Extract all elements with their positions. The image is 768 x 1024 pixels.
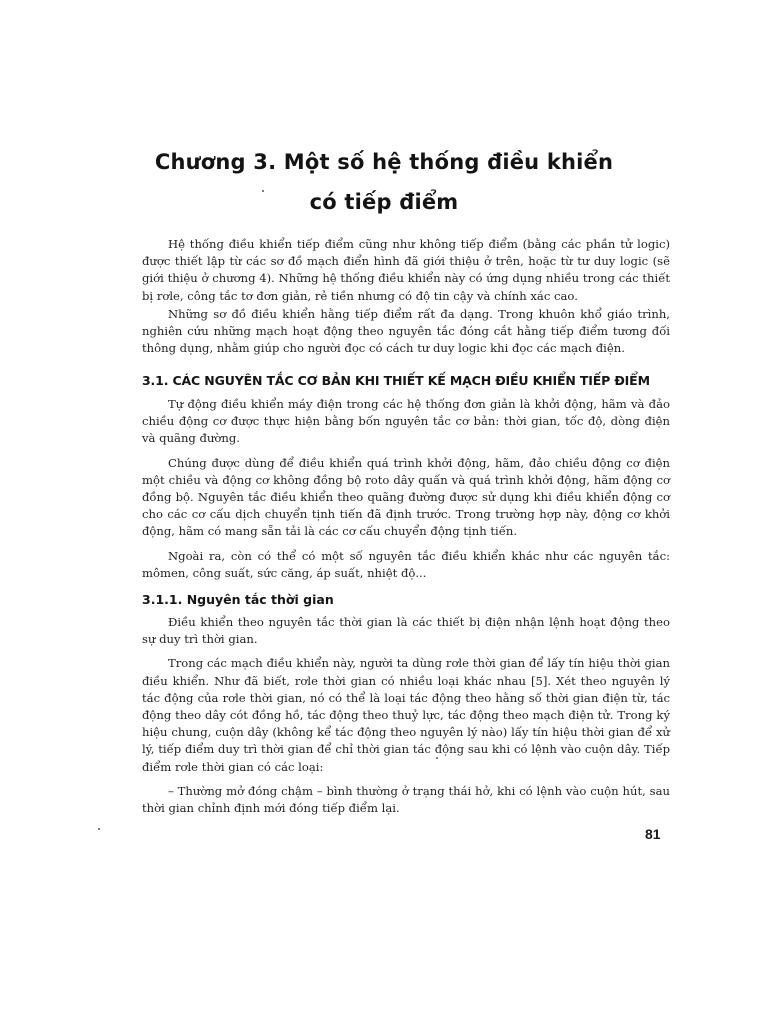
section-3-1-paragraph-2: Chúng được dùng để điều khiển quá trình khởi động, hãm, đảo chiều động cơ điện một chiều và động cơ không đồng bộ roto dây quấn và quá trình khởi động, hãm động cơ đồng bộ. Nguyên tắc điều khiển theo quãng đường được sử dụng khi điều khiển động cơ cho các cơ cấu dịch chuyển tịnh tiến đã định trước. Trong trường hợp này, động cơ khởi động, hãm có mang sẵn tải là các cơ cấu chuyển động tịnh tiến.: [142, 455, 670, 539]
intro-paragraph-1: Hệ thống điều khiển tiếp điểm cũng như không tiếp điểm (bằng các phần tử logic) được thiết lập từ các sơ đồ mạch điển hình đã giới thiệu ở trên, hoặc từ tư duy logic (sẽ giới thiệu ở chương 4). Những hệ thống điều khiển này có ứng dụng nhiều trong các thiết bị rơle, công tắc tơ đơn giản, rẻ tiền nhưng có độ tin cậy và chính xác cao.: [142, 237, 670, 303]
chapter-title-line-2: có tiếp điểm: [309, 190, 459, 214]
section-3-1-1-text: [142, 614, 670, 817]
intro-paragraph-2: Những sơ đồ điều khiển hằng tiếp điểm rất đa dạng. Trong khuôn khổ giáo trình, nghiên cứu những mạch hoạt động theo nguyên tắc đóng cắt hằng tiếp điểm tương đối thông dụng, nhằm giúp cho người đọc có cách tư duy logic khi đọc các mạch điện.: [142, 306, 670, 356]
section-3-1-text: [142, 396, 670, 582]
chapter-title-line-1: Chương 3. Một số hệ thống điều khiển: [154, 150, 614, 174]
section-3-1-1-paragraph-2: Trong các mạch điều khiển này, người ta dùng rơle thời gian để lấy tín hiệu thời gian điều khiển. Như đã biết, rơle thời gian có nhiều loại khác nhau [5]. Xét theo nguyên lý tác động của rơle thời gian, nó có thể là loại tác động theo hằng số thời gian điện từ, tác động theo dây cót đồng hồ, tác động theo thuỷ lực, tác động theo mạch điện tử. Trong ký hiệu chung, cuộn dây (không kể tác động theo nguyên lý nào) lấy tín hiệu thời gian để xử lý, tiếp điểm duy trì thời gian để chỉ thời gian tác động sau khi có lệnh vào cuộn dây. Tiếp điểm rơle thời gian có các loại:: [142, 656, 670, 774]
section-3-1-1-paragraph-1: Điều khiển theo nguyên tắc thời gian là các thiết bị điện nhận lệnh hoạt động theo sự duy trì thời gian.: [142, 615, 670, 647]
section-3-1-paragraph-3: Ngoài ra, còn có thể có một số nguyên tắc điều khiển khác như các nguyên tắc: mômen, công suất, sức căng, áp suất, nhiệt độ...: [142, 548, 670, 580]
scan-speck: [98, 828, 100, 830]
scan-speck: [436, 757, 438, 759]
scan-speck: [262, 190, 264, 192]
intro-text: [142, 236, 670, 357]
page-number: 81: [645, 826, 661, 842]
section-3-1-1-heading: 3.1.1. Nguyên tắc thời gian: [142, 592, 334, 607]
section-3-1-heading: 3.1. CÁC NGUYÊN TẮC CƠ BẢN KHI THIẾT KẾ MẠCH ĐIỀU KHIỂN TIẾP ĐIỂM: [142, 373, 650, 388]
section-3-1-1-paragraph-3: – Thường mở đóng chậm – bình thường ở trạng thái hở, khi có lệnh vào cuộn hút, sau thời gian chỉnh định mới đóng tiếp điểm lại.: [142, 783, 670, 816]
chapter-title: [0, 142, 768, 222]
section-3-1-paragraph-1: Tự động điều khiển máy điện trong các hệ thống đơn giản là khởi động, hãm và đảo chiều động cơ được thực hiện bằng bốn nguyên tắc cơ bản: thời gian, tốc độ, dòng điện và quãng đường.: [142, 397, 670, 446]
